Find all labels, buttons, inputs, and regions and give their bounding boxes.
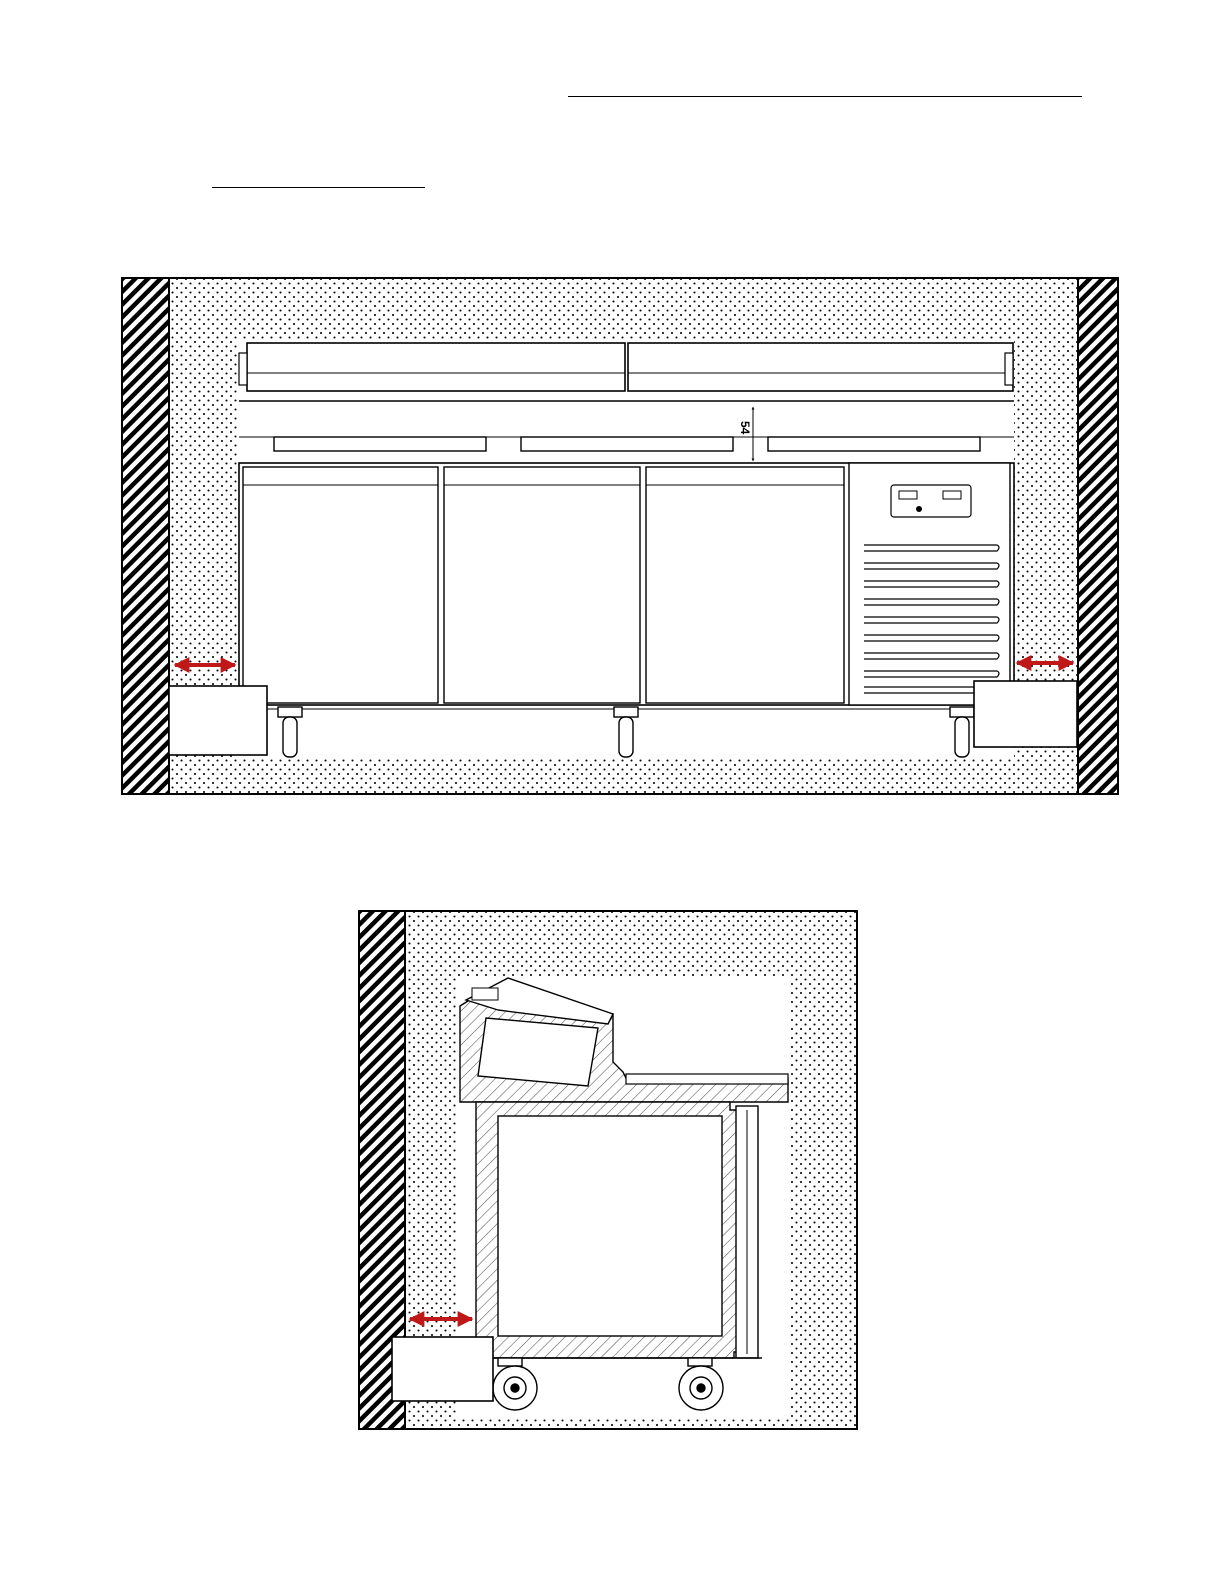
right-wall — [1078, 278, 1118, 794]
door-3 — [646, 467, 844, 703]
controller-panel — [891, 485, 971, 517]
dimension-label: 54 — [738, 421, 752, 435]
rear-clearance-box — [392, 1337, 493, 1401]
subheading-underline — [212, 187, 425, 188]
prep-table-front — [239, 339, 1014, 759]
left-wall — [122, 278, 169, 794]
interior-cavity — [498, 1116, 722, 1336]
right-clearance-box — [974, 681, 1077, 747]
front-view-diagram — [121, 277, 1119, 797]
side-view-diagram — [358, 910, 860, 1432]
prep-table-side — [458, 978, 790, 1418]
door-1 — [243, 467, 438, 703]
heading-underline — [568, 96, 1082, 97]
left-clearance-box — [169, 686, 267, 755]
door-2 — [444, 467, 640, 703]
